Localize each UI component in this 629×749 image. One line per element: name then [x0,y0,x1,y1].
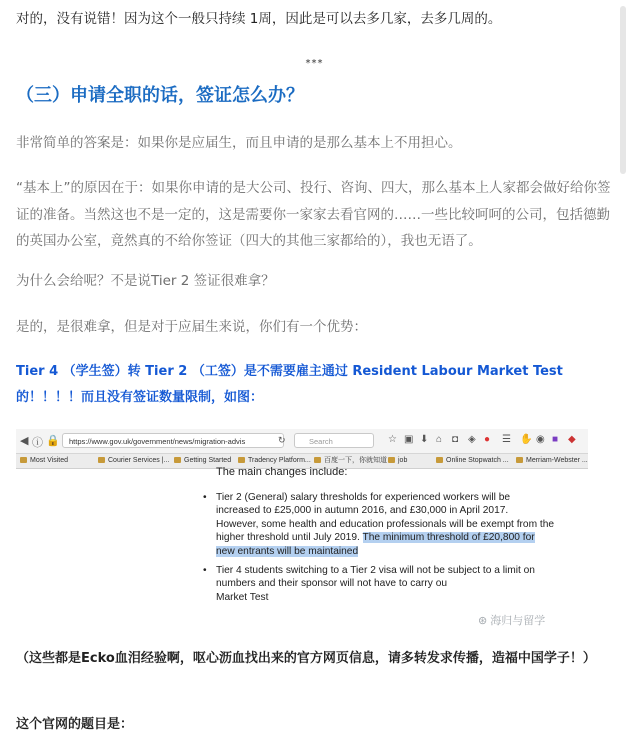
bookmark-item: Tradency Platform... [238,454,311,468]
ublock-icon: ◆ [568,434,576,445]
highlighted-text: The minimum threshold of £20,800 for [362,532,535,544]
download-icon: ⬇ [420,434,429,445]
scrollbar[interactable] [615,0,629,749]
bookmark-item: Online Stopwatch ... [436,454,509,468]
section-heading: （三）申请全职的话，签证怎么办？ [16,85,304,106]
bookmark-item: Most Visited [20,454,68,468]
extension-icon: ■ [552,434,559,445]
para-question: 为什么会给呢？不是说Tier 2 签证很难拿？ [16,273,275,289]
search-placeholder: Search [309,437,333,446]
bookmark-item: 百度一下，你就知道 [314,454,387,468]
addon-icon: ● [484,434,491,445]
hand-icon: ✋ [520,434,533,445]
eye-icon: ◉ [536,434,545,445]
bookmark-item: Getting Started [174,454,231,468]
search-box [294,433,374,448]
bookmark-item: job [388,454,407,468]
info-icon: ⓘ [32,437,43,449]
highlighted-text: new entrants will be maintained [216,545,359,557]
bullet-item: • Tier 2 (General) salary thresholds for experienced workers will be increased to £25,000 in autumn 2016, and £30,000 in April 2017. However, some health and education professionals will be exempt from the higher threshold until July 2019. The minimum threshold of £20,800 for new entrants will be maintained [203,492,555,557]
bullet-item: • Tier 4 students switching to a Tier 2 visa will not be subject to a limit on numbers and their sponsor will not have to carry ou Market Test [203,565,535,603]
home-icon: ⌂ [436,434,443,445]
clipped-heading: The main changes include: [216,466,348,478]
reload-icon: ↻ [278,435,286,445]
intro-line: 对的，没有说错！因为这个一般只持续 1周，因此是可以去多几家，去多几周的。 [16,11,502,27]
clipboard-icon: ▣ [404,434,414,445]
bookmark-item: Merriam-Webster ... [516,454,588,468]
para-answer: 非常简单的答案是：如果你是应届生，而且申请的是那么基本上不用担心。 [16,135,462,151]
star-icon: ☆ [388,434,397,445]
scrollbar-thumb[interactable] [620,6,626,174]
lock-icon: 🔒 [46,435,60,447]
para-reason: “基本上”的原因在于：如果你申请的是大公司、投行、咨询、四大，那么基本上人家都会做好给你签证的准备。当然这也不是一定的，这是需要你一家家去看官网的……一些比较呵呵的公司，包括德勤的英国办公室，竟然真的不给你签证（四大的其他三家都给的），我也无语了。 [16,180,611,249]
menu-icon: ☰ [502,434,511,445]
para-site-title: 这个官网的题目是： [16,717,134,732]
para-tier4-highlight: Tier 4 （学生签）转 Tier 2 （工签）是不需要雇主通过 Resident Labour Market Test 的！！！！而且没有签证数量限制，如图： [16,364,563,405]
watermark: ⊛ 海归与留学 [478,615,546,627]
para-advantage: 是的，是很难拿，但是对于应届生来说，你们有一个优势： [16,319,367,335]
embedded-browser-screenshot [16,429,588,627]
back-icon: ◀ [20,435,29,447]
separator: *** [305,58,324,69]
address-bar: https://www.gov.uk/government/news/migration-advis [62,433,284,448]
pocket-icon: ◘ [452,434,459,445]
bookmark-item: Courier Services |... [98,454,169,468]
shield-icon: ◈ [468,434,476,445]
para-note: （这些都是Ecko血泪经验啊，呕心沥血找出来的官方网页信息，请多转发求传播，造福中国学子！） [16,651,596,666]
browser-toolbar [16,429,588,454]
